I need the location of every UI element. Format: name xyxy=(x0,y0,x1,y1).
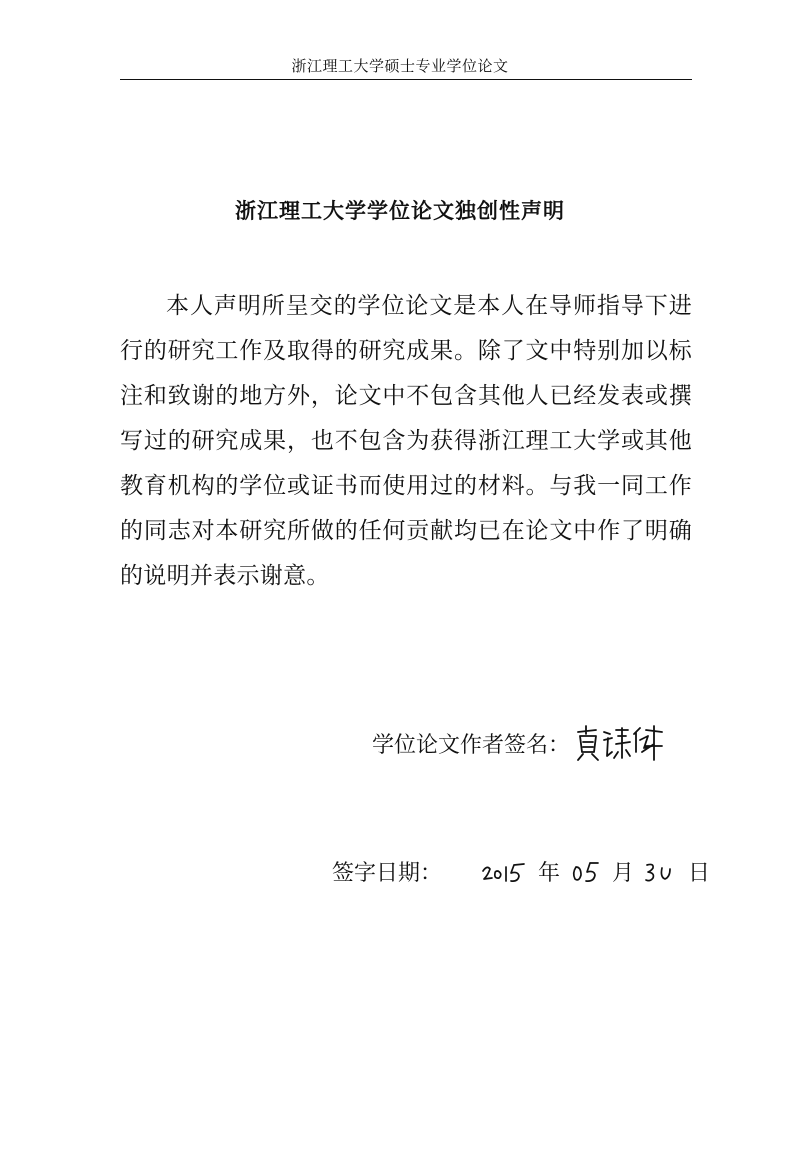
author-signature-row xyxy=(372,722,664,764)
signature-label: 学位论文作者签名： xyxy=(372,732,571,758)
running-header: 浙江理工大学硕士专业学位论文 xyxy=(291,57,509,75)
handwritten-year xyxy=(480,857,528,887)
month-unit: 月 xyxy=(612,861,635,886)
date-label: 签字日期： xyxy=(332,861,443,886)
handwritten-signature xyxy=(574,722,664,764)
handwritten-day xyxy=(644,857,678,887)
declaration-body: 本人声明所呈交的学位论文是本人在导师指导下进行的研究工作及取得的研究成果。除了文中特别加以标注和致谢的地方外，论文中不包含其他人已经发表或撰写过的研究成果，也不包含为获得浙江理工大学或其他教育机构的学位或证书而使用过的材料。与我一同工作的同志对本研究所做的任何贡献均已在论文中作了明确的说明并表示谢意。 xyxy=(120,293,692,589)
header-rule xyxy=(120,79,692,80)
declaration-title: 浙江理工大学学位论文独创性声明 xyxy=(235,198,565,223)
handwritten-month xyxy=(570,857,602,887)
signing-date-row xyxy=(332,856,720,887)
year-unit: 年 xyxy=(538,861,561,886)
day-unit: 日 xyxy=(688,861,711,886)
